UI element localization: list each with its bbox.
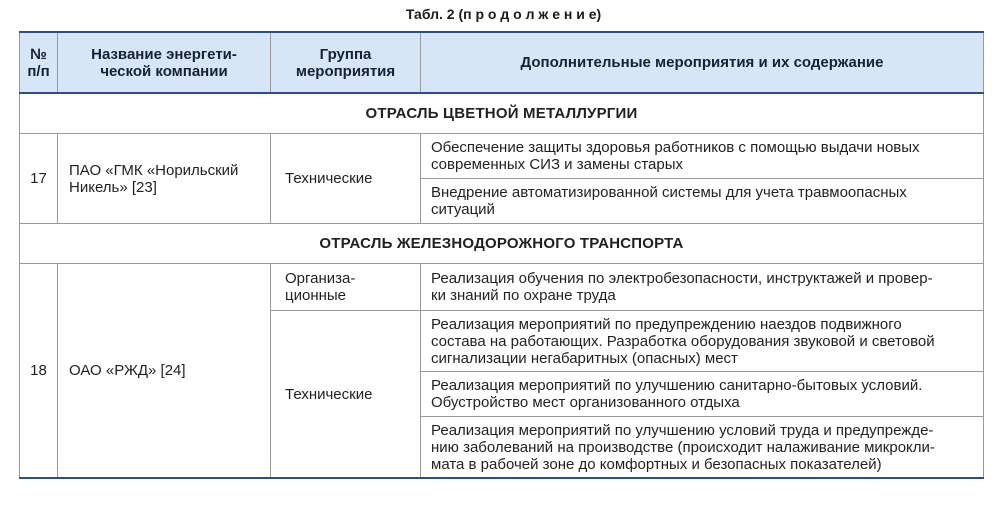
measure-line: Реализация мероприятий по улучшению условий труда и предупрежде-	[431, 421, 934, 439]
measure-description	[421, 311, 984, 372]
table-row	[20, 264, 984, 311]
company-name: ОАО «РЖД» [24]	[58, 264, 271, 479]
measure-description	[421, 179, 984, 224]
measure-line: сигнализации негабаритных (опасных) мест	[431, 349, 738, 367]
measure-group-line: Организа-	[285, 270, 356, 287]
measure-description	[421, 134, 984, 179]
measure-line: Реализация обучения по электробезопасности, инструктажей и провер-	[431, 270, 933, 287]
header-measures: Дополнительные мероприятия и их содержание	[421, 32, 984, 93]
header-company-line-1: Название энергети-	[91, 45, 237, 63]
measure-line: ситуаций	[431, 201, 495, 218]
measure-description	[421, 417, 984, 479]
measure-line: Обустройство мест организованного отдыха	[431, 394, 740, 411]
header-num	[20, 32, 58, 93]
measure-line: состава на работающих. Разработка оборудования звуковой и световой	[431, 332, 935, 350]
header-group	[271, 32, 421, 93]
measure-line: Реализация мероприятий по улучшению санитарно-бытовых условий.	[431, 377, 923, 394]
table-caption: Табл. 2 (п р о д о л ж е н и е)	[405, 6, 602, 22]
measures-table	[19, 31, 984, 479]
section-title: ОТРАСЛЬ ЦВЕТНОЙ МЕТАЛЛУРГИИ	[20, 93, 984, 134]
measure-line: Реализация мероприятий по предупреждению наездов подвижного	[431, 315, 902, 333]
measure-line: ки знаний по охране труда	[431, 287, 616, 304]
company-name	[58, 134, 271, 224]
measure-group-line: ционные	[285, 287, 347, 304]
measure-line: нию заболеваний на производстве (происходит налаживание микрокли-	[431, 438, 935, 456]
header-company-line-2: ческой компании	[100, 62, 228, 80]
row-number: 18	[20, 264, 58, 479]
measure-description	[421, 264, 984, 311]
header-num-line-2: п/п	[27, 62, 50, 80]
row-number: 17	[20, 134, 58, 224]
header-num-line-1: №	[30, 45, 47, 63]
section-title: ОТРАСЛЬ ЖЕЛЕЗНОДОРОЖНОГО ТРАНСПОРТА	[20, 224, 984, 264]
table-row	[20, 134, 984, 179]
section-row	[20, 224, 984, 264]
header-group-line-1: Группа	[319, 45, 372, 63]
table-header-row	[20, 32, 984, 93]
measure-line: Внедрение автоматизированной системы для учета травмоопасных	[431, 184, 907, 201]
company-name-line: Никель» [23]	[69, 178, 157, 196]
measure-line: мата в рабочей зоне до комфортных и безопасных показателей)	[431, 455, 882, 473]
section-row	[20, 93, 984, 134]
measure-group: Технические	[271, 311, 421, 479]
measure-description	[421, 372, 984, 417]
company-name-line: ПАО «ГМК «Норильский	[69, 161, 239, 179]
measure-group	[271, 264, 421, 311]
measure-line: Обеспечение защиты здоровья работников с помощью выдачи новых	[431, 139, 920, 156]
header-company	[58, 32, 271, 93]
header-group-line-2: мероприятия	[295, 62, 396, 80]
measure-group: Технические	[271, 134, 421, 224]
measure-line: современных СИЗ и замены старых	[431, 156, 683, 173]
